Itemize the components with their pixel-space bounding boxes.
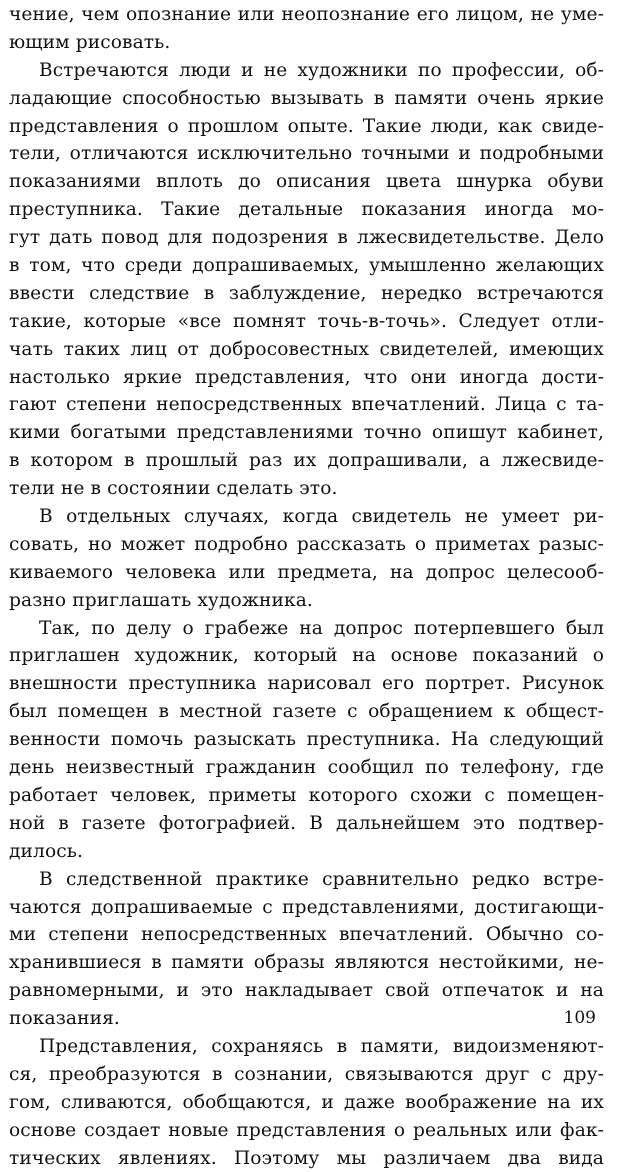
text-line: дилось. bbox=[9, 840, 83, 862]
text-line: чаются допрашиваемые с представлениями, достигающи- bbox=[9, 896, 604, 918]
text-line: тели, отличаются исключительно точными и подробными bbox=[9, 143, 604, 165]
text-line: киваемого человека или предмета, на допрос целесооб- bbox=[9, 561, 604, 583]
text-line: ся, преобразуются в сознании, связываются друг с дру- bbox=[9, 1063, 604, 1085]
text-line: равномерными, и это накладывает свой отпечаток и на bbox=[9, 980, 604, 1002]
text-line: показания. bbox=[9, 1008, 120, 1030]
text-line: тических явлениях. Поэтому мы различаем два вида bbox=[9, 1147, 604, 1169]
text-line: тели не в состоянии сделать это. bbox=[9, 478, 338, 500]
text-line: ющим рисовать. bbox=[9, 31, 171, 53]
text-line: Встречаются люди и не художники по профессии, об- bbox=[39, 59, 604, 81]
text-line: преступника. Такие детальные показания иногда мо- bbox=[9, 199, 604, 221]
text-line: представления о прошлом опыте. Такие люди, как свиде- bbox=[9, 115, 604, 137]
text-line: чение, чем опознание или неопознание его лицом, не уме- bbox=[9, 4, 604, 25]
text-line: хранившиеся в памяти образы являются нестойкими, не- bbox=[9, 952, 604, 974]
text-line: кими богатыми представлениями точно опишут кабинет, bbox=[9, 422, 604, 444]
page-number: 109 bbox=[563, 1008, 596, 1028]
text-line: гом, сливаются, обобщаются, и даже воображение на их bbox=[9, 1091, 604, 1113]
text-line: основе создает новые представления о реальных или фак- bbox=[9, 1119, 604, 1141]
text-line: показаниями вплоть до описания цвета шнурка обуви bbox=[9, 171, 604, 193]
text-line: Так, по делу о грабеже на допрос потерпевшего был bbox=[39, 617, 604, 639]
text-line: гают степени непосредственных впечатлений. Лица с та- bbox=[9, 394, 604, 416]
text-line: внешности преступника нарисовал его портрет. Рисунок bbox=[9, 673, 604, 695]
text-line: ми степени непосредственных впечатлений. Обычно со- bbox=[9, 924, 604, 946]
text-line: в котором в прошлый раз их допрашивали, а лжесвиде- bbox=[9, 450, 604, 472]
text-line: ной в газете фотографией. В дальнейшем это подтвер- bbox=[9, 812, 604, 834]
text-line: такие, которые «все помнят точь-в-точь». Следует отли- bbox=[9, 310, 604, 332]
text-line: разно приглашать художника. bbox=[9, 589, 313, 611]
text-line: гут дать повод для подозрения в лжесвидетельстве. Дело bbox=[9, 227, 604, 249]
text-line: ладающие способностью вызывать в памяти очень яркие bbox=[9, 87, 604, 109]
body-text bbox=[9, 1, 604, 1172]
text-line: чать таких лиц от добросовестных свидетелей, имеющих bbox=[9, 338, 604, 360]
text-line: В следственной практике сравнительно редко встре- bbox=[39, 868, 604, 890]
text-line: венности помочь разыскать преступника. На следующий bbox=[9, 729, 604, 751]
text-line: день неизвестный гражданин сообщил по телефону, где bbox=[9, 757, 604, 779]
text-line: приглашен художник, который на основе показаний о bbox=[9, 645, 604, 667]
text-line: в том, что среди допрашиваемых, умышленно желающих bbox=[9, 255, 604, 277]
text-line: В отдельных случаях, когда свидетель не умеет ри- bbox=[39, 506, 604, 528]
text-line: был помещен в местной газете с обращением к общест- bbox=[9, 701, 604, 723]
text-line: настолько яркие представления, что они иногда дости- bbox=[9, 366, 604, 388]
text-line: Представления, сохраняясь в памяти, видоизменяют- bbox=[39, 1035, 604, 1057]
text-line: ввести следствие в заблуждение, нередко встречаются bbox=[9, 282, 604, 304]
text-line: совать, но может подробно рассказать о приметах разыс- bbox=[9, 533, 604, 555]
text-line: работает человек, приметы которого схожи с помещен- bbox=[9, 784, 604, 806]
